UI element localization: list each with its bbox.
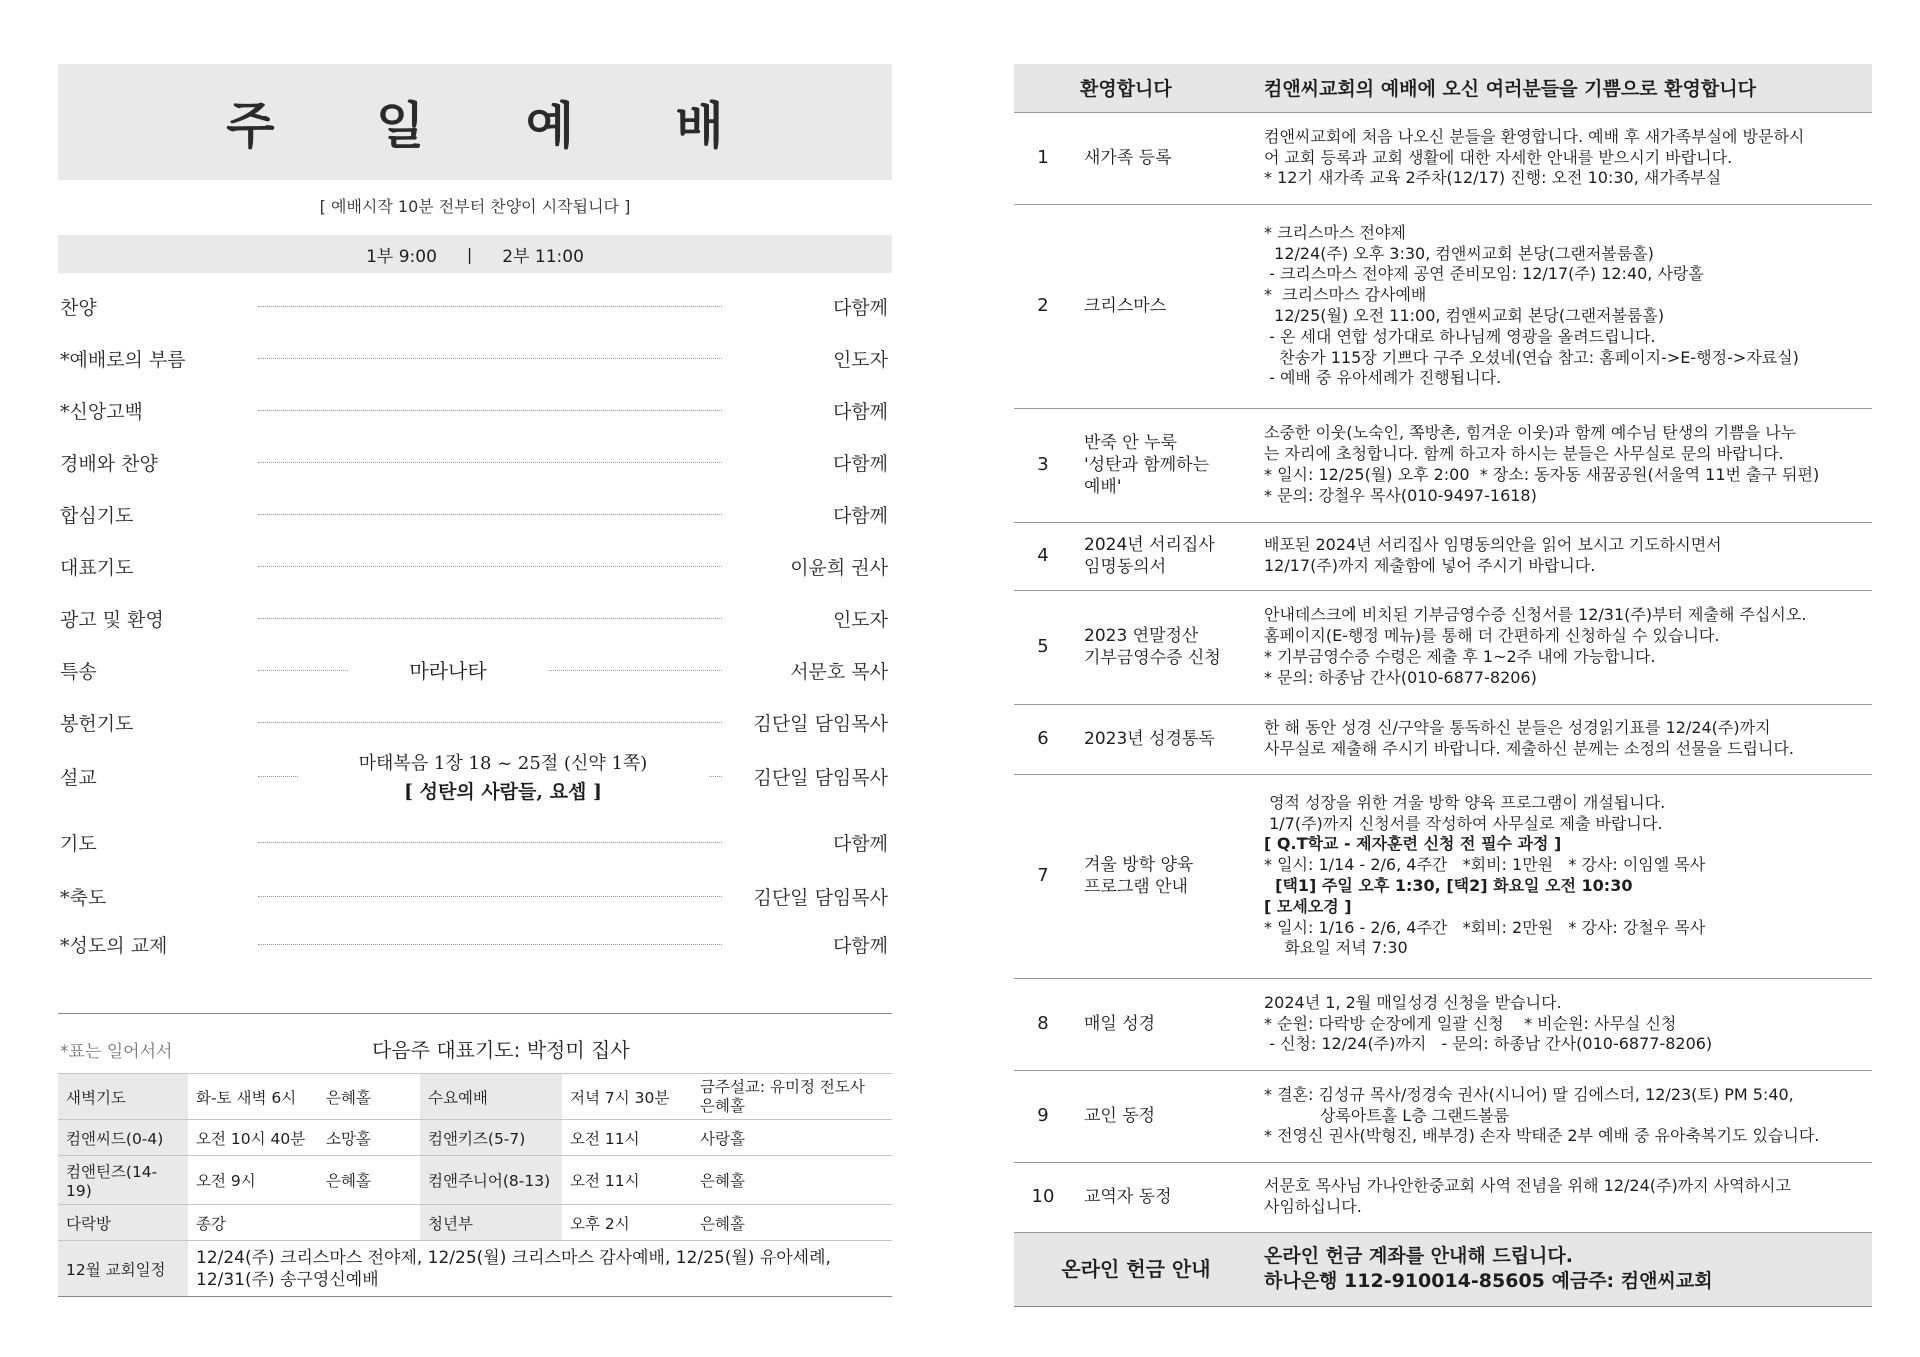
announcement-line: * 크리스마스 감사예배: [1264, 285, 1427, 305]
order-label: *축도: [60, 887, 107, 909]
announcement-row: [1014, 590, 1872, 704]
announcement-line: * 기부금영수증 수령은 제출 후 1~2주 내에 가능합니다.: [1264, 647, 1656, 666]
order-row: [58, 597, 892, 637]
order-label: 대표기도: [60, 557, 134, 579]
announcement-line: 화요일 저녁 7:30: [1264, 938, 1408, 958]
order-label: *성도의 교제: [60, 935, 168, 957]
worship-title: 주 일 예 배: [226, 96, 766, 155]
schedule-cell: 은혜홀: [318, 1074, 420, 1120]
schedule-cell: 종강: [188, 1205, 318, 1241]
order-row: [58, 389, 892, 429]
table-row: [58, 1205, 892, 1241]
announcement-line: 배포된 2024년 서리집사 임명동의안을 읽어 보시고 기도하시면서: [1264, 535, 1722, 555]
order-label: 특송: [60, 661, 97, 683]
announcement-title: 2023 연말정산 기부금영수증 신청: [1072, 590, 1258, 704]
table-row: [58, 1120, 892, 1156]
order-person: 다함께: [832, 453, 888, 475]
announcement-row: [1014, 1162, 1872, 1232]
announcement-line: * 문의: 강철우 목사(010-9497-1618): [1264, 485, 1537, 505]
announcement-line: 컴앤씨교회에 처음 나오신 분들을 환영합니다. 예배 후 새가족부실에 방문하시: [1264, 126, 1805, 146]
dotted-leader: [258, 842, 722, 843]
online-offering-row: [1014, 1232, 1872, 1306]
announcement-row: [1014, 978, 1872, 1070]
announcement-line: [택1] 주일 오후 1:30, [택2] 화요일 오전 10:30: [1264, 876, 1633, 895]
announcement-line: 는 자리에 초청합니다. 함께 하고자 하시는 분들은 사무실로 문의 바랍니다.: [1264, 444, 1784, 464]
order-label: 설교: [60, 767, 97, 789]
table-row: [58, 1074, 892, 1120]
schedule-cell: 청년부: [420, 1205, 562, 1241]
announcement-line: * 일시: 1/14 - 2/6, 4주간 *회비: 1만원 * 강사: 이임엘 목사: [1264, 855, 1706, 875]
announcement-number: 9: [1014, 1070, 1072, 1162]
schedule-cell: 컴앤씨드(0-4): [58, 1120, 188, 1156]
order-label: 봉헌기도: [60, 713, 134, 735]
online-offering-line: 하나은행 112-910014-85605 예금주: 컴앤씨교회: [1264, 1270, 1713, 1292]
dotted-leader: [258, 410, 722, 411]
schedule-cell: 오전 9시: [188, 1156, 318, 1205]
order-of-service: [58, 285, 892, 965]
online-offering-line: 온라인 헌금 계좌를 안내해 드립니다.: [1264, 1245, 1573, 1268]
worship-start-note: [ 예배시작 10분 전부터 찬양이 시작됩니다 ]: [319, 197, 631, 216]
order-person: 김단일 담임목사: [753, 713, 888, 735]
announcement-row: [1014, 1070, 1872, 1162]
announcement-line: 소중한 이웃(노숙인, 쪽방촌, 힘겨운 이웃)과 함께 예수님 탄생의 기쁨을 나누: [1264, 423, 1797, 443]
announcement-body: [1258, 774, 1872, 978]
order-label: 경배와 찬양: [60, 453, 158, 475]
announcement-line: 찬송가 115장 기쁘다 구주 오셨네(연습 참고: 홈페이지->E-행정->자료실): [1264, 347, 1799, 367]
service-time-2: 2부 11:00: [502, 246, 584, 267]
announcement-line: 서문호 목사님 가나안한중교회 사역 전념을 위해 12/24(주)까지 사역하시고: [1264, 1176, 1791, 1196]
announcement-line: * 전영신 권사(박형진, 배부경) 손자 박태준 2부 예배 중 유아축복기도 있습니다.: [1264, 1126, 1820, 1146]
announcement-body: [1258, 112, 1872, 204]
next-week-prayer: 다음주 대표기도: 박정미 집사: [372, 1038, 630, 1062]
order-row: [58, 493, 892, 533]
order-row: [58, 875, 892, 915]
announcements-header: [1014, 64, 1872, 112]
order-label: *예배로의 부름: [60, 349, 186, 371]
welcome-heading: 환영합니다: [1014, 64, 1258, 112]
order-row: [58, 649, 892, 689]
announcement-body: [1258, 522, 1872, 590]
service-times-bar: [58, 235, 892, 273]
announcement-line: 안내데스크에 비치된 기부금영수증 신청서를 12/31(주)부터 제출해 주십시오.: [1264, 605, 1807, 625]
announcement-line: * 12기 새가족 교육 2주차(12/17) 진행: 오전 10:30, 새가족부실: [1264, 168, 1722, 188]
announcement-title: 새가족 등록: [1072, 112, 1258, 204]
dotted-leader: [258, 722, 722, 723]
dotted-leader: [258, 514, 722, 515]
order-label: 광고 및 환영: [60, 609, 164, 631]
order-person: 이윤희 권사: [790, 557, 888, 579]
order-person: 서문호 목사: [790, 661, 888, 683]
schedule-cell: 컴앤주니어(8-13): [420, 1156, 562, 1205]
announcement-line: 한 해 동안 성경 신/구약을 통독하신 분들은 성경읽기표를 12/24(주)까지: [1264, 718, 1771, 738]
announcement-title: 2024년 서리집사 임명동의서: [1072, 522, 1258, 590]
order-person: 다함께: [832, 935, 888, 957]
schedule-cell: 사랑홀: [692, 1120, 892, 1156]
dotted-leader: [258, 566, 722, 567]
announcement-row: [1014, 204, 1872, 408]
announcement-line: * 결혼: 김성규 목사/정경숙 권사(시니어) 딸 김에스더, 12/23(토) PM 5:40,: [1264, 1084, 1794, 1104]
schedule-cell: 오전 11시: [562, 1156, 692, 1205]
order-label: 합심기도: [60, 505, 134, 527]
announcement-row: [1014, 704, 1872, 774]
order-row: [58, 701, 892, 741]
schedule-cell: 화-토 새벽 6시: [188, 1074, 318, 1120]
announcement-line: - 크리스마스 전야제 공연 준비모임: 12/17(주) 12:40, 사랑홀: [1264, 264, 1704, 284]
announcement-title: 매일 성경: [1072, 978, 1258, 1070]
announcement-row: [1014, 522, 1872, 590]
announcement-line: 홈페이지(E-행정 메뉴)를 통해 더 간편하게 신청하실 수 있습니다.: [1264, 626, 1720, 646]
announcement-number: 7: [1014, 774, 1072, 978]
announcement-line: 어 교회 등록과 교회 생활에 대한 자세한 안내를 받으시기 바랍니다.: [1264, 147, 1733, 167]
schedule-cell: 수요예배: [420, 1074, 562, 1120]
announcement-body: [1258, 590, 1872, 704]
announcement-body: [1258, 408, 1872, 522]
december-schedule: 12/24(주) 크리스마스 전야제, 12/25(월) 크리스마스 감사예배, 12/25(월) 유아세례, 12/31(주) 송구영신예배: [188, 1241, 892, 1297]
announcements-page: [1014, 64, 1872, 1307]
weekly-schedule-table: [58, 1073, 892, 1297]
schedule-cell: 오전 11시: [562, 1120, 692, 1156]
schedule-cell: 컴앤틴즈(14-19): [58, 1156, 188, 1205]
schedule-cell: 저녁 7시 30분: [562, 1074, 692, 1120]
announcement-number: 1: [1014, 112, 1072, 204]
order-row: [58, 441, 892, 481]
announcement-title: 교역자 동정: [1072, 1162, 1258, 1232]
announcement-row: [1014, 112, 1872, 204]
service-time-separator: |: [466, 244, 473, 264]
order-label: *신앙고백: [60, 401, 143, 423]
announcement-line: 12/25(월) 오전 11:00, 컴앤씨교회 본당(그랜저볼룸홀): [1264, 306, 1665, 325]
order-person: 다함께: [832, 401, 888, 423]
special-song-title: 마라나타: [348, 655, 548, 684]
announcement-line: * 크리스마스 전야제: [1264, 222, 1406, 242]
welcome-message: 컴앤씨교회의 예배에 오신 여러분들을 기쁨으로 환영합니다: [1258, 64, 1872, 112]
schedule-cell: 소망홀: [318, 1120, 420, 1156]
order-label: 기도: [60, 833, 97, 855]
table-row: [58, 1241, 892, 1297]
announcement-line: * 문의: 하종남 간사(010-6877-8206): [1264, 667, 1537, 687]
announcement-line: * 일시: 12/25(월) 오후 2:00 * 장소: 동자동 새꿈공원(서울역 11번 출구 뒤편): [1264, 465, 1820, 484]
announcement-line: [ Q.T학교 - 제자훈련 신청 전 필수 과정 ]: [1264, 834, 1562, 854]
announcement-line: 영적 성장을 위한 겨울 방학 양육 프로그램이 개설됩니다.: [1264, 792, 1666, 812]
order-label: 찬양: [60, 297, 97, 319]
announcement-row: [1014, 408, 1872, 522]
dotted-leader: [258, 306, 722, 307]
order-person: 인도자: [832, 349, 888, 371]
announcement-line: - 신청: 12/24(주)까지 - 문의: 하종남 간사(010-6877-8206): [1264, 1034, 1713, 1054]
table-row: [58, 1156, 892, 1205]
worship-order-page: [58, 64, 892, 273]
sermon-info: [298, 749, 708, 804]
announcement-number: 6: [1014, 704, 1072, 774]
announcement-body: [1258, 1162, 1872, 1232]
schedule-cell: 금주설교: 유미정 전도사 은혜홀: [692, 1074, 892, 1120]
announcement-title: 교인 동정: [1072, 1070, 1258, 1162]
order-person: 다함께: [832, 297, 888, 319]
announcement-line: 12/17(주)까지 제출함에 넣어 주시기 바랍니다.: [1264, 556, 1596, 575]
dotted-leader: [258, 358, 722, 359]
announcements-body: [1014, 112, 1872, 1306]
dotted-leader: [258, 944, 722, 945]
announcement-row: [1014, 774, 1872, 978]
service-time-1: 1부 9:00: [366, 246, 437, 267]
dotted-leader: [258, 896, 722, 897]
online-offering-info: [1258, 1232, 1872, 1306]
announcement-body: [1258, 1070, 1872, 1162]
announcement-line: 사임하십니다.: [1264, 1197, 1362, 1216]
announcement-body: [1258, 204, 1872, 408]
schedule-cell: 은혜홀: [318, 1156, 420, 1205]
order-person: 김단일 담임목사: [753, 767, 888, 789]
announcement-title: 크리스마스: [1072, 204, 1258, 408]
order-person: 김단일 담임목사: [753, 887, 888, 909]
sermon-title: [ 성탄의 사람들, 요셉 ]: [404, 781, 602, 803]
order-row: [58, 285, 892, 325]
announcement-number: 8: [1014, 978, 1072, 1070]
announcement-line: 상록아트홀 L층 그랜드볼룸: [1264, 1105, 1510, 1125]
schedule-cell: [318, 1205, 420, 1241]
schedule-cell: 다락방: [58, 1205, 188, 1241]
december-label: 12월 교회일정: [58, 1241, 188, 1297]
announcement-title: 2023년 성경통독: [1072, 704, 1258, 774]
order-row: [58, 545, 892, 585]
schedule-cell: 은혜홀: [692, 1205, 892, 1241]
announcement-line: 사무실로 제출해 주시기 바랍니다. 제출하신 분께는 소정의 선물을 드립니다.: [1264, 739, 1794, 758]
schedule-cell: 컴앤키즈(5-7): [420, 1120, 562, 1156]
order-row: [58, 821, 892, 861]
announcement-line: [ 모세오경 ]: [1264, 896, 1352, 916]
schedule-cell: 오후 2시: [562, 1205, 692, 1241]
stand-note: *표는 일어서서: [60, 1042, 173, 1062]
worship-title-box: [58, 64, 892, 180]
section-divider: [58, 1013, 892, 1014]
announcement-title: 반죽 안 누룩 '성탄과 함께하는 예배': [1072, 408, 1258, 522]
announcement-number: 5: [1014, 590, 1072, 704]
announcement-number: 4: [1014, 522, 1072, 590]
announcement-number: 10: [1014, 1162, 1072, 1232]
order-person: 다함께: [832, 833, 888, 855]
dotted-leader: [258, 462, 722, 463]
order-person: 다함께: [832, 505, 888, 527]
announcement-line: * 일시: 1/16 - 2/6, 4주간 *회비: 2만원 * 강사: 강철우 목사: [1264, 917, 1706, 937]
announcement-number: 2: [1014, 204, 1072, 408]
dotted-leader: [258, 618, 722, 619]
announcement-line: 2024년 1, 2월 매일성경 신청을 받습니다.: [1264, 992, 1562, 1012]
announcement-number: 3: [1014, 408, 1072, 522]
announcement-line: 1/7(주)까지 신청서를 작성하여 사무실로 제출 바랍니다.: [1264, 813, 1663, 833]
announcements-table: [1014, 64, 1872, 1307]
announcement-line: 12/24(주) 오후 3:30, 컴앤씨교회 본당(그랜저볼룸홀): [1264, 243, 1654, 263]
schedule-cell: 새벽기도: [58, 1074, 188, 1120]
announcement-body: [1258, 978, 1872, 1070]
announcement-line: - 예배 중 유아세례가 진행됩니다.: [1264, 368, 1502, 388]
announcement-title: 겨울 방학 양육 프로그램 안내: [1072, 774, 1258, 978]
sermon-scripture: 마태복음 1장 18 ~ 25절 (신약 1쪽): [358, 753, 648, 774]
order-row: [58, 337, 892, 377]
announcement-line: * 순원: 다락방 순장에게 일괄 신청 * 비순원: 사무실 신청: [1264, 1013, 1677, 1033]
order-row-sermon: [58, 755, 892, 811]
announcement-line: - 온 세대 연합 성가대로 하나님께 영광을 올려드립니다.: [1264, 326, 1656, 346]
schedule-cell: 오전 10시 40분: [188, 1120, 318, 1156]
order-row: [58, 923, 892, 963]
schedule-cell: 은혜홀: [692, 1156, 892, 1205]
order-person: 인도자: [832, 609, 888, 631]
online-offering-title: 온라인 헌금 안내: [1014, 1232, 1258, 1306]
announcement-body: [1258, 704, 1872, 774]
